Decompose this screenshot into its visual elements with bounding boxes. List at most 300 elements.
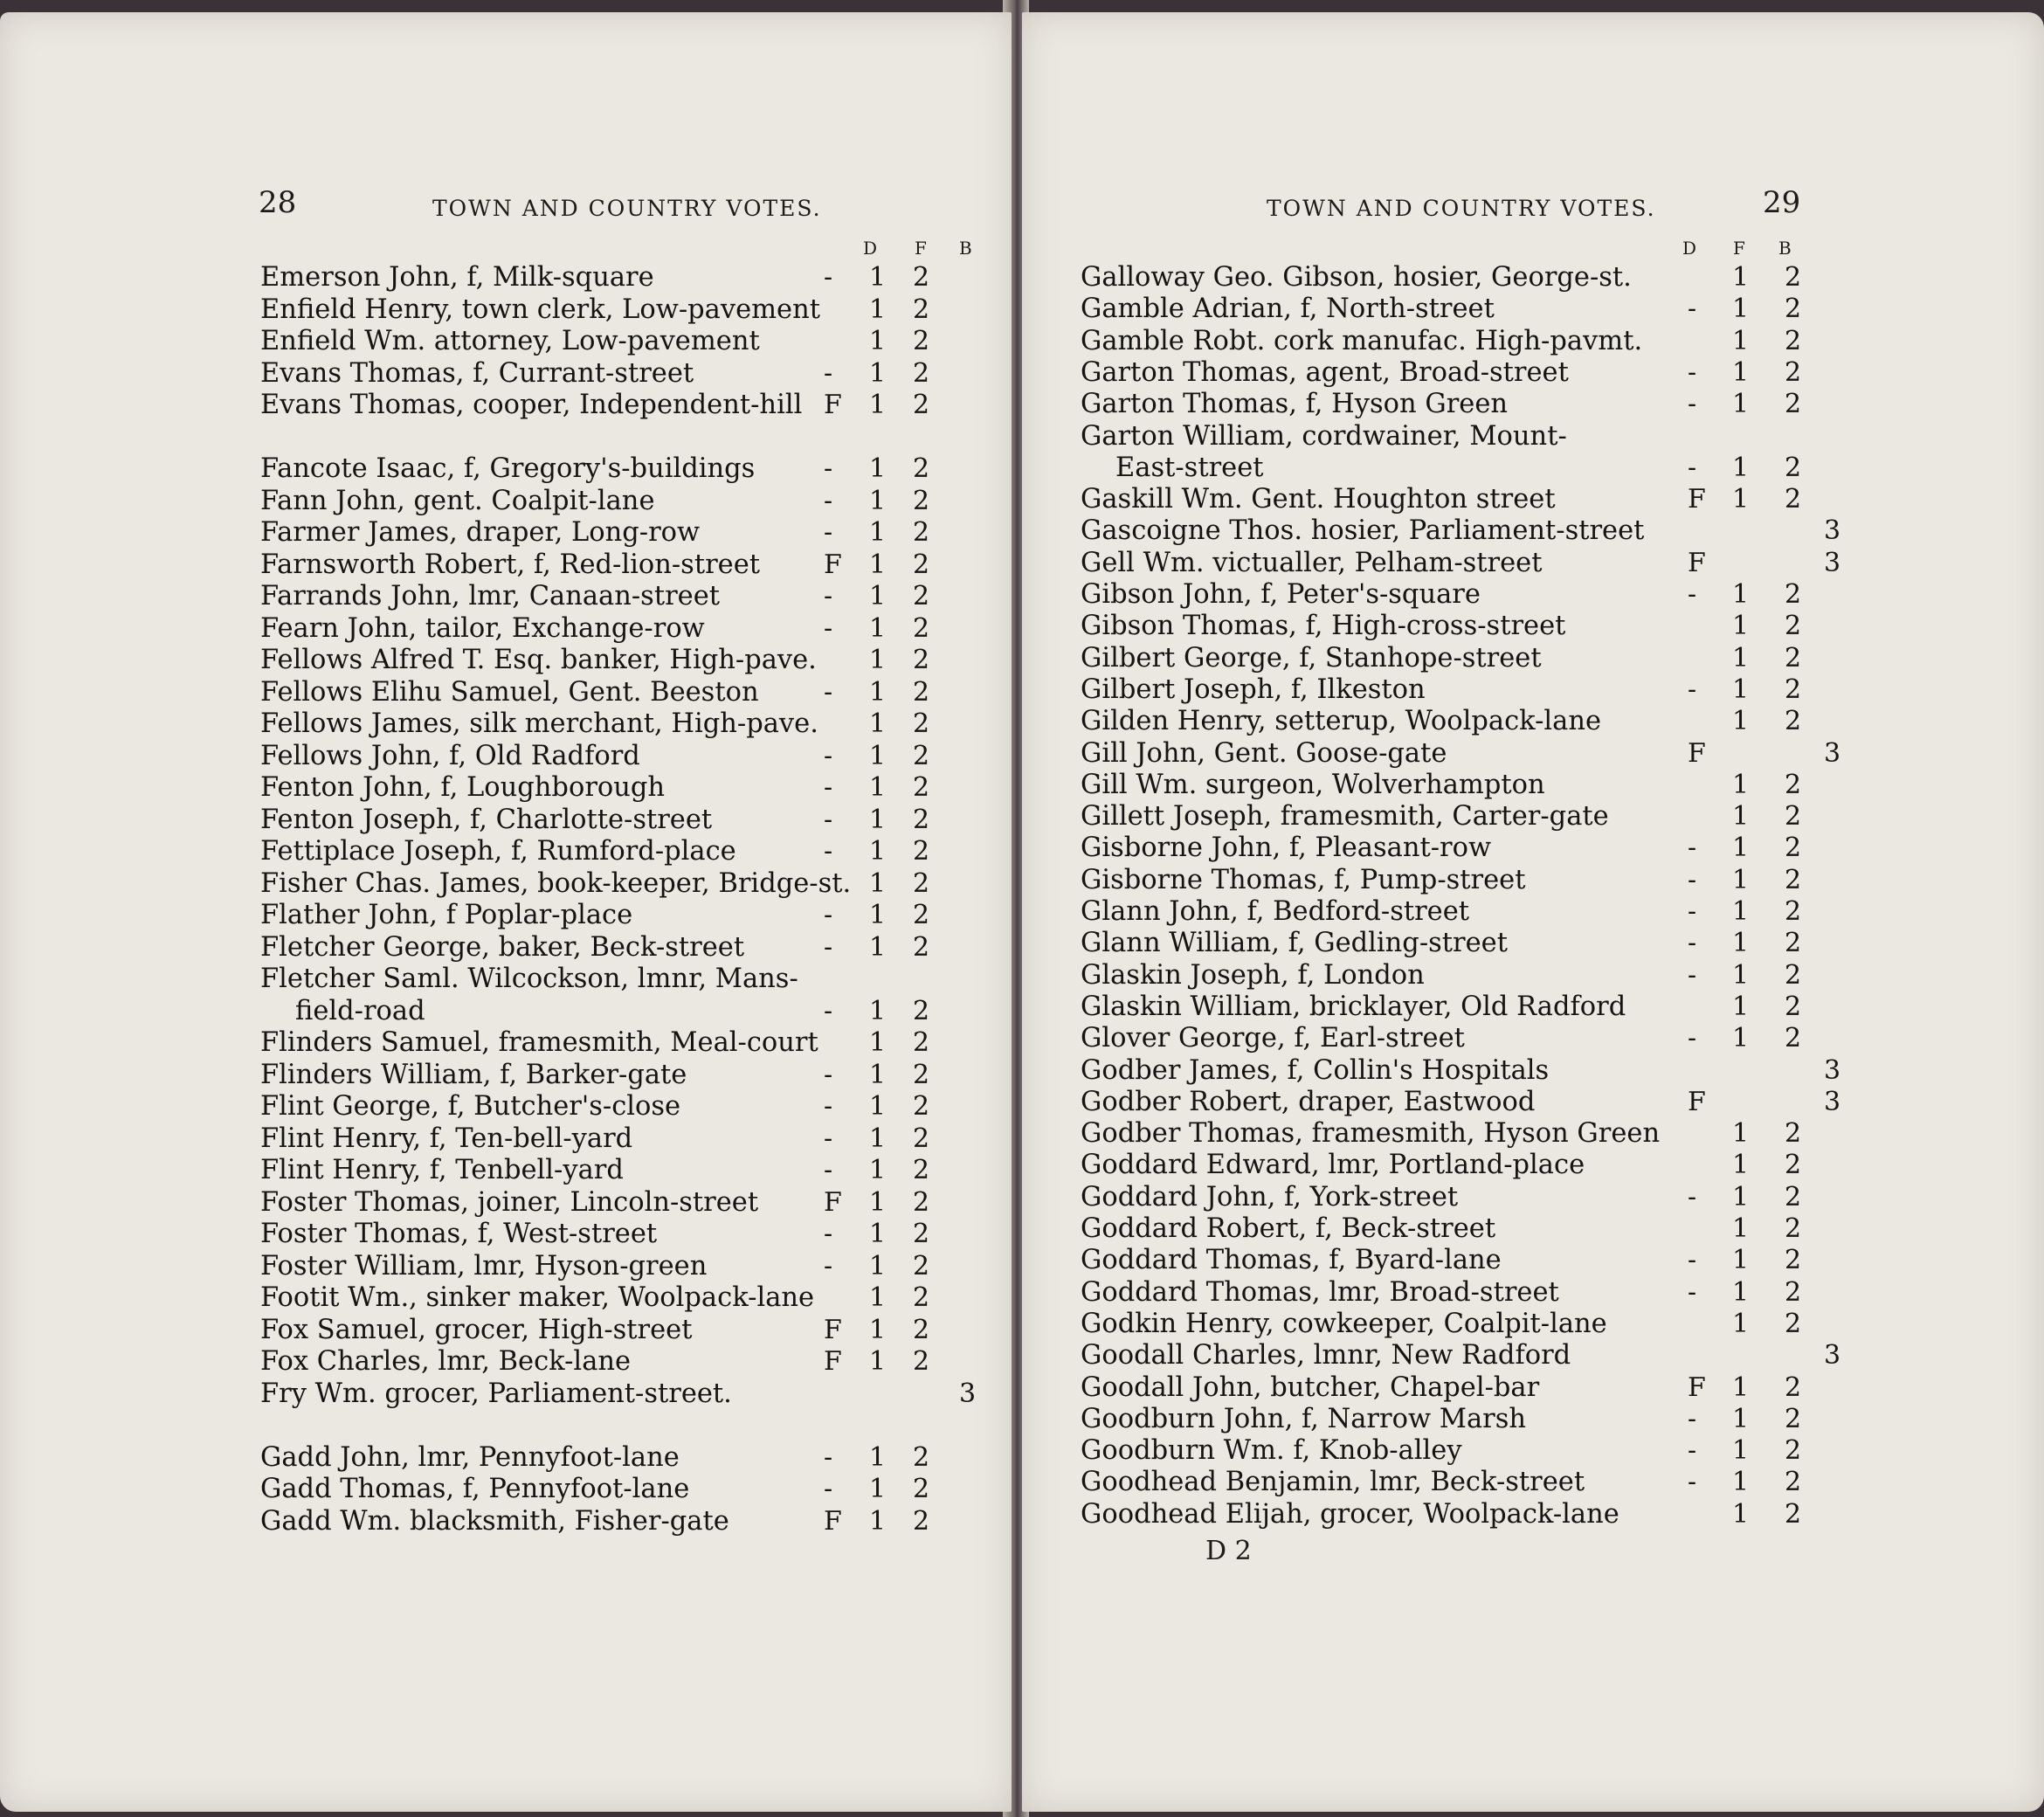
entry-mark: - — [824, 485, 833, 516]
entry-f-value: 2 — [1785, 896, 1802, 927]
entry-mark: - — [824, 1441, 833, 1473]
entry-d-value: 1 — [869, 1441, 887, 1473]
entry-name: Gaskill Wm. Gent. Houghton street — [1081, 484, 1556, 515]
entry-b-value: 3 — [1824, 547, 1841, 578]
entry-f-value: 2 — [913, 1186, 930, 1218]
entry-f-value: 2 — [1785, 674, 1802, 705]
entry-name: Fancote Isaac, f, Gregory's-buildings — [260, 453, 756, 484]
entry-d-value: 1 — [869, 1250, 887, 1282]
entry-d-value: 1 — [869, 772, 887, 803]
list-item — [260, 294, 994, 326]
entry-mark: - — [1688, 294, 1697, 325]
entry-d-value: 1 — [1732, 801, 1750, 833]
right-page — [1022, 12, 2044, 1812]
column-header-d: D — [1682, 238, 1697, 259]
entry-name: Fletcher George, baker, Beck-street — [260, 931, 745, 963]
entry-f-value: 2 — [913, 262, 930, 293]
list-item — [1081, 294, 1849, 325]
entry-name: Gill Wm. surgeon, Wolverhampton — [1081, 769, 1545, 800]
list-item — [1081, 579, 1849, 611]
entry-name: Gilbert Joseph, f, Ilkeston — [1081, 674, 1426, 705]
list-item — [260, 1346, 994, 1378]
entry-mark: - — [824, 517, 833, 548]
entry-f-value: 2 — [1785, 1308, 1802, 1339]
column-header-f: F — [915, 238, 927, 259]
entry-name: Fann John, gent. Coalpit-lane — [260, 485, 655, 516]
entry-f-value: 2 — [913, 1219, 930, 1249]
list-item — [260, 1060, 994, 1091]
entry-name: Fenton John, f, Loughborough — [260, 772, 666, 803]
entry-f-value: 2 — [1785, 389, 1802, 420]
list-item — [260, 1410, 994, 1441]
entry-d-value: 1 — [1732, 896, 1750, 927]
entry-f-value: 2 — [913, 645, 930, 675]
list-item — [1081, 326, 1849, 357]
entry-mark: - — [824, 772, 833, 803]
entry-d-value: 1 — [1732, 769, 1750, 800]
list-item — [1081, 1150, 1849, 1181]
entry-d-value: 1 — [869, 1282, 887, 1313]
list-item — [260, 1315, 994, 1346]
entry-name: Garton Thomas, agent, Broad-street — [1081, 356, 1569, 388]
entry-d-value: 1 — [869, 357, 887, 389]
list-item — [1081, 262, 1849, 294]
entry-name: Gamble Adrian, f, North-street — [1081, 294, 1495, 325]
entry-mark: - — [824, 453, 833, 484]
entry-name: Goddard Robert, f, Beck-street — [1081, 1213, 1496, 1244]
entry-name: Fisher Chas. James, book-keeper, Bridge-st. — [260, 867, 852, 899]
entry-mark: - — [1688, 1467, 1697, 1498]
entry-f-value: 2 — [913, 867, 930, 899]
entry-f-value: 2 — [913, 900, 930, 930]
list-item — [1081, 738, 1849, 770]
list-item — [1081, 1023, 1849, 1054]
list-item — [260, 645, 994, 676]
entry-d-value: 1 — [1732, 1308, 1750, 1339]
list-item — [260, 453, 994, 485]
entry-d-value: 1 — [869, 1505, 887, 1537]
entry-name: Goddard Thomas, f, Byard-lane — [1081, 1245, 1502, 1276]
entry-mark: F — [824, 549, 842, 580]
entry-f-value: 2 — [913, 740, 930, 771]
entry-f-value: 2 — [1785, 1498, 1802, 1530]
list-item — [260, 1219, 994, 1250]
entry-name: Gisborne John, f, Pleasant-row — [1081, 833, 1492, 864]
entry-d-value: 1 — [869, 1155, 887, 1185]
entry-d-value: 1 — [1732, 1435, 1750, 1467]
entry-d-value: 1 — [1732, 959, 1750, 991]
entry-mark: - — [1688, 1181, 1697, 1212]
entry-f-value: 2 — [913, 1091, 930, 1122]
list-item — [260, 1155, 994, 1186]
entry-b-value: 3 — [1824, 1086, 1841, 1117]
list-item — [1081, 991, 1849, 1023]
entry-mark: - — [824, 1250, 833, 1282]
entry-d-value: 1 — [1732, 1498, 1750, 1530]
entry-f-value: 2 — [913, 1059, 930, 1090]
entry-d-value: 1 — [1732, 1245, 1750, 1276]
entry-mark: - — [1688, 452, 1697, 483]
list-item — [260, 581, 994, 612]
entry-d-value: 1 — [1732, 864, 1750, 895]
list-item — [1081, 1435, 1849, 1467]
list-item — [1081, 1404, 1849, 1435]
list-item — [260, 1506, 994, 1537]
entry-mark: F — [824, 1186, 842, 1218]
entry-d-value: 1 — [1732, 1276, 1750, 1308]
entry-f-value: 2 — [913, 612, 930, 644]
entry-mark: - — [1688, 389, 1697, 420]
list-item — [1081, 1245, 1849, 1276]
entry-mark: - — [1688, 674, 1697, 705]
entry-f-value: 2 — [1785, 1150, 1802, 1181]
entry-d-value: 1 — [869, 1346, 887, 1377]
entry-name: Gill John, Gent. Goose-gate — [1081, 737, 1447, 769]
page-number: 28 — [259, 185, 297, 220]
entry-f-value: 2 — [913, 676, 930, 708]
entry-f-value: 2 — [1785, 959, 1802, 991]
list-item — [260, 486, 994, 517]
entry-f-value: 2 — [1785, 928, 1802, 959]
entry-mark: - — [824, 1059, 833, 1090]
entry-f-value: 2 — [1785, 769, 1802, 800]
list-item — [1081, 1499, 1849, 1530]
entry-name: Glaskin William, bricklayer, Old Radford — [1081, 991, 1626, 1022]
entry-d-value: 1 — [869, 517, 887, 548]
entry-name: Fox Samuel, grocer, High-street — [260, 1314, 693, 1345]
list-item — [1081, 1118, 1849, 1150]
entry-name: Farnsworth Robert, f, Red-lion-street — [260, 549, 761, 580]
entry-d-value: 1 — [869, 708, 887, 739]
entry-name: Flather John, f Poplar-place — [260, 900, 633, 930]
entry-d-value: 1 — [869, 900, 887, 930]
entry-f-value: 2 — [1785, 325, 1802, 356]
entry-d-value: 1 — [1732, 325, 1750, 356]
entry-name: Flinders Samuel, framesmith, Meal-court — [260, 1027, 818, 1058]
entry-mark: - — [824, 1474, 833, 1504]
list-item — [1081, 1182, 1849, 1213]
entry-mark: - — [1688, 1403, 1697, 1434]
entry-mark: - — [824, 1219, 833, 1249]
entry-d-value: 1 — [869, 995, 887, 1026]
list-item — [260, 868, 994, 900]
column-header-b: B — [1778, 238, 1792, 259]
entry-name: Farrands John, lmr, Canaan-street — [260, 581, 721, 611]
entry-name: Goodhead Benjamin, lmr, Beck-street — [1081, 1467, 1585, 1498]
list-item — [1081, 960, 1849, 991]
entry-d-value: 1 — [1732, 833, 1750, 864]
entry-f-value: 2 — [913, 581, 930, 611]
entry-mark: - — [824, 1155, 833, 1185]
list-item — [1081, 865, 1849, 896]
column-header-b: B — [959, 238, 972, 259]
list-item — [260, 932, 994, 964]
list-item — [260, 741, 994, 772]
list-item — [260, 390, 994, 421]
entry-d-value: 1 — [869, 326, 887, 356]
entry-d-value: 1 — [1732, 642, 1750, 674]
entry-name: Foster Thomas, joiner, Lincoln-street — [260, 1186, 759, 1218]
entry-name: Foster Thomas, f, West-street — [260, 1219, 658, 1249]
entry-name: Emerson John, f, Milk-square — [260, 262, 654, 293]
entry-name: Garton Thomas, f, Hyson Green — [1081, 389, 1509, 420]
entry-f-value: 2 — [913, 1505, 930, 1537]
list-item — [260, 964, 994, 995]
entry-name: Godkin Henry, cowkeeper, Coalpit-lane — [1081, 1308, 1607, 1339]
entry-d-value: 1 — [1732, 356, 1750, 388]
list-item — [260, 1091, 994, 1123]
entry-d-value: 1 — [1732, 928, 1750, 959]
entry-d-value: 1 — [869, 581, 887, 611]
list-item — [260, 708, 994, 740]
list-item — [1081, 1213, 1849, 1245]
entry-name: Goodburn John, f, Narrow Marsh — [1081, 1403, 1527, 1434]
entry-mark: - — [824, 676, 833, 708]
entry-f-value: 2 — [1785, 1213, 1802, 1244]
entry-mark: - — [1688, 1023, 1697, 1054]
entry-name: Fearn John, tailor, Exchange-row — [260, 612, 705, 644]
entry-mark: - — [1688, 356, 1697, 388]
entry-d-value: 1 — [1732, 294, 1750, 325]
entry-f-value: 2 — [913, 708, 930, 739]
entry-name: Gisborne Thomas, f, Pump-street — [1081, 864, 1526, 895]
entry-d-value: 1 — [1732, 611, 1750, 642]
entry-f-value: 2 — [1785, 579, 1802, 610]
entry-name: Goddard Thomas, lmr, Broad-street — [1081, 1276, 1559, 1308]
entry-name: Enfield Wm. attorney, Low-pavement — [260, 326, 760, 356]
entry-d-value: 1 — [869, 390, 887, 420]
entry-mark: F — [824, 1314, 842, 1345]
entry-name: Fettiplace Joseph, f, Rumford-place — [260, 836, 736, 867]
entry-f-value: 2 — [1785, 484, 1802, 515]
entry-f-value: 2 — [1785, 262, 1802, 293]
entry-name: Goddard Edward, lmr, Portland-place — [1081, 1150, 1585, 1181]
entry-mark: F — [1688, 547, 1706, 578]
entry-name: Fellows James, silk merchant, High-pave. — [260, 708, 818, 739]
entry-mark: - — [1688, 833, 1697, 864]
entry-name: Gadd John, lmr, Pennyfoot-lane — [260, 1441, 680, 1473]
entry-name: Gilbert George, f, Stanhope-street — [1081, 642, 1542, 674]
entry-d-value: 1 — [869, 294, 887, 325]
list-item — [1081, 928, 1849, 959]
entry-name: Gadd Thomas, f, Pennyfoot-lane — [260, 1474, 690, 1504]
entry-f-value: 2 — [1785, 833, 1802, 864]
list-item — [1081, 484, 1849, 515]
list-item — [260, 677, 994, 708]
entry-d-value: 1 — [869, 485, 887, 516]
entry-name: Farmer James, draper, Long-row — [260, 517, 701, 548]
entry-name: Gilden Henry, setterup, Woolpack-lane — [1081, 706, 1602, 737]
list-item — [1081, 1467, 1849, 1498]
entry-mark: F — [1688, 484, 1706, 515]
entry-name: Goodall Charles, lmnr, New Radford — [1081, 1340, 1571, 1371]
entry-name: Godber Robert, draper, Eastwood — [1081, 1086, 1536, 1117]
entry-f-value: 2 — [913, 1282, 930, 1313]
list-item — [1081, 548, 1849, 579]
entry-d-value: 1 — [1732, 1467, 1750, 1498]
entry-f-value: 2 — [1785, 1403, 1802, 1434]
signature-mark: D 2 — [1205, 1536, 1252, 1566]
entry-d-value: 1 — [869, 740, 887, 771]
entry-mark: - — [824, 900, 833, 930]
entry-d-value: 1 — [1732, 1023, 1750, 1054]
entry-name: field-road — [295, 995, 425, 1026]
entry-f-value: 2 — [913, 1474, 930, 1504]
entry-name: East-street — [1115, 452, 1264, 483]
entry-mark: - — [1688, 896, 1697, 927]
entry-name: Fenton Joseph, f, Charlotte-street — [260, 804, 713, 835]
entry-f-value: 2 — [1785, 452, 1802, 483]
entry-name: Fellows John, f, Old Radford — [260, 740, 640, 771]
entry-d-value: 1 — [1732, 1403, 1750, 1434]
list-item — [260, 1378, 994, 1410]
entry-d-value: 1 — [869, 1314, 887, 1345]
entry-name: Evans Thomas, f, Currant-street — [260, 357, 694, 389]
list-item — [260, 613, 994, 645]
list-item — [1081, 389, 1849, 420]
entry-f-value: 2 — [913, 804, 930, 835]
list-item — [260, 1251, 994, 1282]
entry-d-value: 1 — [869, 1123, 887, 1154]
list-item — [1081, 801, 1849, 833]
entry-name: Flinders William, f, Barker-gate — [260, 1059, 687, 1090]
entry-f-value: 2 — [913, 485, 930, 516]
entry-f-value: 2 — [913, 1027, 930, 1058]
entry-name: Flint Henry, f, Ten-bell-yard — [260, 1123, 633, 1154]
entry-name: Glann John, f, Bedford-street — [1081, 896, 1470, 927]
list-item — [1081, 1277, 1849, 1309]
entry-f-value: 2 — [913, 453, 930, 484]
entry-d-value: 1 — [869, 867, 887, 899]
entry-f-value: 2 — [1785, 294, 1802, 325]
entry-mark: F — [1688, 1086, 1706, 1117]
entry-d-value: 1 — [1732, 1371, 1750, 1403]
entry-f-value: 2 — [913, 931, 930, 963]
entry-name: Goodburn Wm. f, Knob-alley — [1081, 1435, 1462, 1467]
entry-name: Godber James, f, Collin's Hospitals — [1081, 1054, 1550, 1086]
entry-d-value: 1 — [869, 836, 887, 867]
entry-b-value: 3 — [1824, 1340, 1841, 1371]
entry-name: Garton William, cordwainer, Mount- — [1081, 420, 1567, 452]
entry-name: Fellows Elihu Samuel, Gent. Beeston — [260, 676, 759, 708]
entry-name: Footit Wm., sinker maker, Woolpack-lane — [260, 1282, 815, 1313]
entry-f-value: 2 — [913, 517, 930, 548]
entry-name: Flint George, f, Butcher's-close — [260, 1091, 681, 1122]
running-header: TOWN AND COUNTRY VOTES. — [432, 196, 822, 221]
entry-f-value: 2 — [1785, 1181, 1802, 1212]
entry-name: Glover George, f, Earl-street — [1081, 1023, 1465, 1054]
entry-b-value: 3 — [959, 1378, 977, 1409]
entry-mark: F — [1688, 1371, 1706, 1403]
list-item — [1081, 643, 1849, 674]
entry-d-value: 1 — [869, 1474, 887, 1504]
entry-d-value: 1 — [869, 549, 887, 580]
entry-mark: - — [824, 995, 833, 1026]
entry-name: Evans Thomas, cooper, Independent-hill — [260, 390, 803, 420]
entry-d-value: 1 — [869, 931, 887, 963]
entry-d-value: 1 — [869, 804, 887, 835]
entry-mark: - — [824, 931, 833, 963]
entry-mark: - — [824, 612, 833, 644]
entry-f-value: 2 — [913, 294, 930, 325]
list-item — [260, 836, 994, 867]
entry-b-value: 3 — [1824, 1054, 1841, 1086]
list-item — [1081, 706, 1849, 737]
entry-f-value: 2 — [913, 357, 930, 389]
entry-name: Galloway Geo. Gibson, hosier, George-st. — [1081, 262, 1632, 293]
entry-d-value: 1 — [869, 1027, 887, 1058]
entry-name: Gillett Joseph, framesmith, Carter-gate — [1081, 801, 1609, 833]
entry-name: Gell Wm. victualler, Pelham-street — [1081, 547, 1543, 578]
entry-f-value: 2 — [1785, 1371, 1802, 1403]
entry-name: Gadd Wm. blacksmith, Fisher-gate — [260, 1505, 729, 1537]
entry-d-value: 1 — [869, 1219, 887, 1249]
entry-d-value: 1 — [869, 1059, 887, 1090]
entry-d-value: 1 — [1732, 991, 1750, 1022]
entry-d-value: 1 — [869, 612, 887, 644]
entry-f-value: 2 — [1785, 1467, 1802, 1498]
entry-f-value: 2 — [1785, 611, 1802, 642]
entry-mark: - — [824, 1091, 833, 1122]
entry-mark: - — [824, 1123, 833, 1154]
entry-name: Goodhead Elijah, grocer, Woolpack-lane — [1081, 1498, 1619, 1530]
list-item — [1081, 1055, 1849, 1087]
entry-name: Fellows Alfred T. Esq. banker, High-pave. — [260, 645, 817, 675]
entry-f-value: 2 — [913, 1314, 930, 1345]
list-item — [260, 1187, 994, 1219]
entry-f-value: 2 — [1785, 991, 1802, 1022]
entry-d-value: 1 — [1732, 706, 1750, 737]
entry-f-value: 2 — [1785, 642, 1802, 674]
list-item — [260, 1027, 994, 1059]
list-item — [1081, 896, 1849, 928]
entry-d-value: 1 — [1732, 262, 1750, 293]
entry-f-value: 2 — [1785, 706, 1802, 737]
list-item — [260, 1474, 994, 1505]
entry-f-value: 2 — [913, 326, 930, 356]
entry-d-value: 1 — [869, 1091, 887, 1122]
entry-f-value: 2 — [1785, 1245, 1802, 1276]
entry-f-value: 2 — [913, 836, 930, 867]
entry-name: Enfield Henry, town clerk, Low-pavement — [260, 294, 821, 325]
list-item — [295, 996, 994, 1027]
entry-f-value: 2 — [1785, 1118, 1802, 1150]
entry-name: Fox Charles, lmr, Beck-lane — [260, 1346, 632, 1377]
entry-mark: - — [1688, 959, 1697, 991]
entry-f-value: 2 — [1785, 801, 1802, 833]
entry-f-value: 2 — [913, 995, 930, 1026]
list-item — [1081, 770, 1849, 801]
entry-f-value: 2 — [913, 390, 930, 420]
entry-mark: F — [1688, 737, 1706, 769]
entry-b-value: 3 — [1824, 515, 1841, 547]
entry-f-value: 2 — [1785, 1435, 1802, 1467]
entry-f-value: 2 — [1785, 864, 1802, 895]
list-item — [1081, 1087, 1849, 1118]
entry-d-value: 1 — [1732, 1150, 1750, 1181]
list-item — [260, 358, 994, 390]
list-item — [260, 900, 994, 931]
entry-f-value: 2 — [1785, 1023, 1802, 1054]
list-item — [1081, 674, 1849, 706]
entry-name: Glaskin Joseph, f, London — [1081, 959, 1425, 991]
page-number: 29 — [1763, 185, 1801, 220]
entry-f-value: 2 — [913, 549, 930, 580]
entry-name: Gascoigne Thos. hosier, Parliament-street — [1081, 515, 1645, 547]
entry-mark: - — [1688, 928, 1697, 959]
column-header-d: D — [863, 238, 878, 259]
entry-name: Fry Wm. grocer, Parliament-street. — [260, 1378, 732, 1409]
